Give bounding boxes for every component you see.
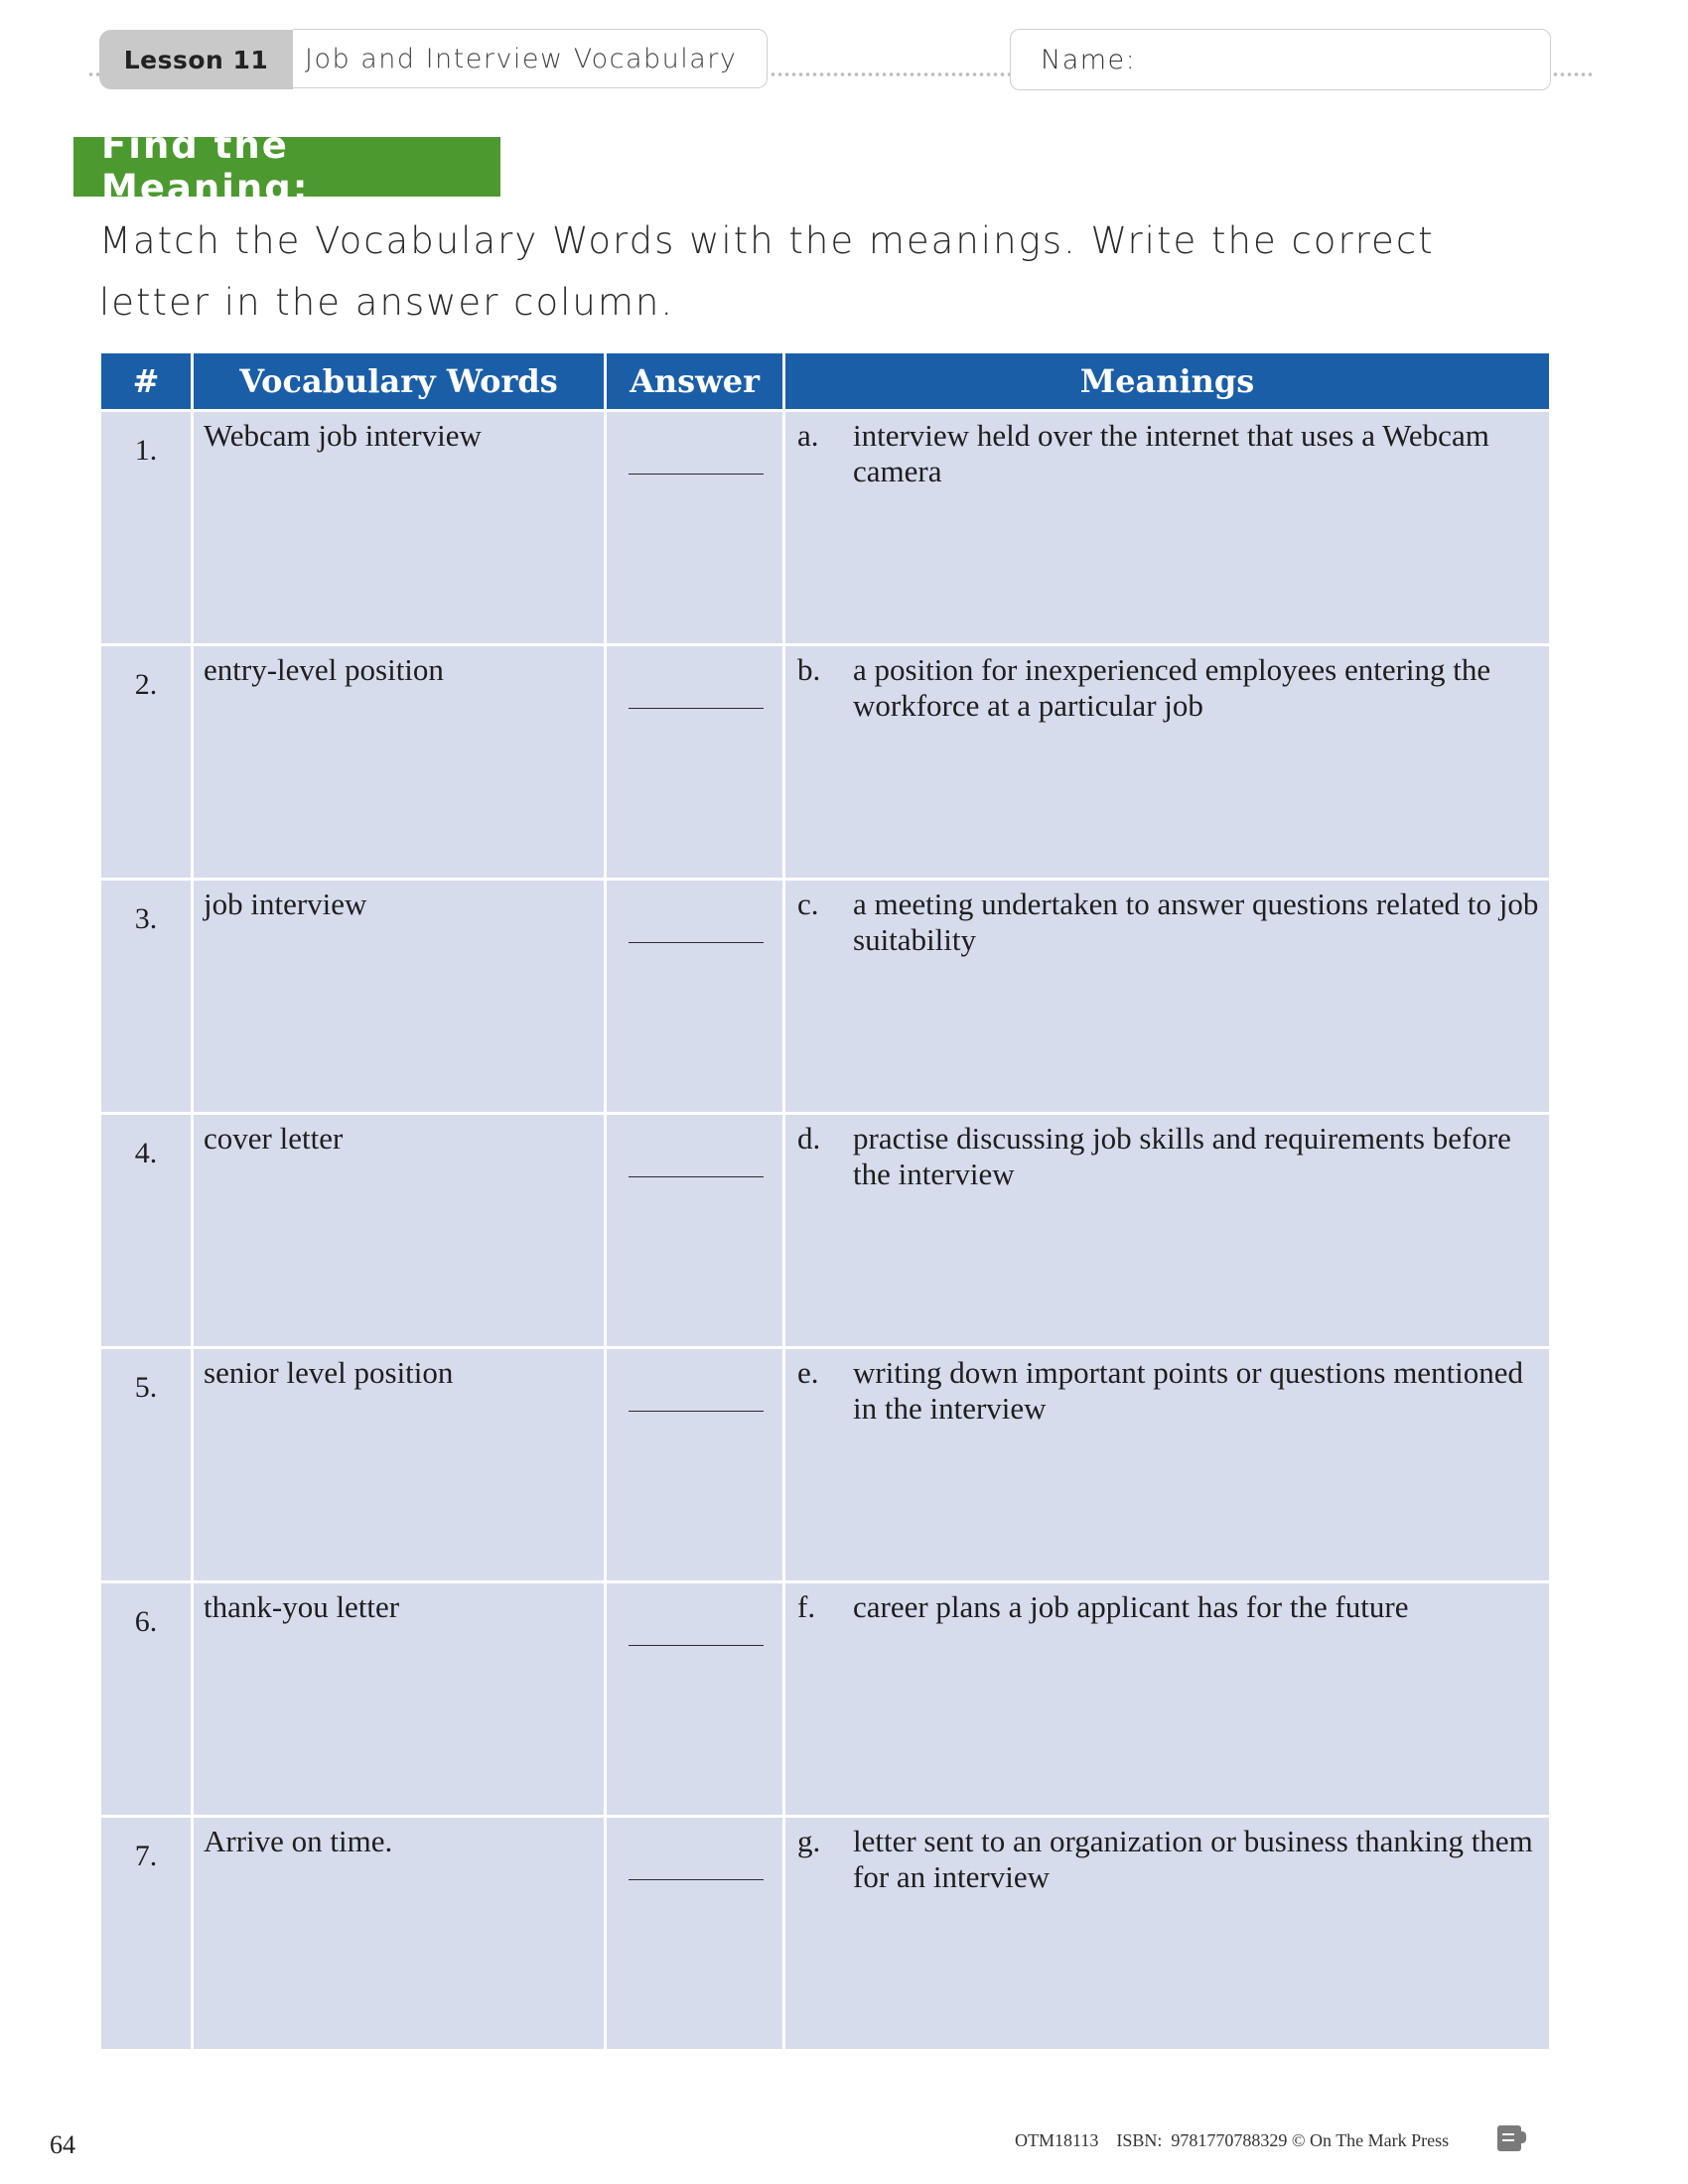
meaning-letter: a. — [797, 418, 819, 453]
row-number: 6. — [134, 1605, 158, 1638]
answer-cell[interactable] — [607, 1115, 782, 1346]
row-number: 3. — [134, 902, 158, 935]
answer-cell[interactable] — [607, 1583, 782, 1815]
answer-cell[interactable] — [607, 1349, 782, 1580]
table-row — [101, 1818, 1549, 2049]
answer-blank-line[interactable] — [629, 474, 764, 475]
answer-cell[interactable] — [607, 646, 782, 878]
meaning-letter: e. — [797, 1355, 819, 1390]
meaning-text: a meeting undertaken to answer questions related to job suitability — [853, 887, 1539, 957]
meaning-letter: f. — [797, 1589, 816, 1624]
row-number: 1. — [134, 434, 158, 467]
answer-blank-line[interactable] — [629, 1176, 764, 1177]
answer-blank-line[interactable] — [629, 1645, 764, 1646]
table-row — [101, 1115, 1549, 1346]
vocabulary-word: Webcam job interview — [204, 418, 482, 453]
name-label: Name: — [1041, 44, 1137, 75]
section-title-banner: Find the Meaning: — [73, 137, 500, 197]
table-row — [101, 646, 1549, 878]
column-header-number: # — [101, 353, 191, 409]
meaning-letter: c. — [797, 887, 819, 921]
vocabulary-word: Arrive on time. — [204, 1824, 393, 1858]
dotted-divider-right — [1552, 72, 1592, 76]
printer-icon — [1497, 2125, 1521, 2151]
answer-blank-line[interactable] — [629, 1411, 764, 1412]
column-header-vocabulary: Vocabulary Words — [194, 353, 604, 409]
meaning-letter: g. — [797, 1824, 821, 1858]
dotted-divider-middle — [770, 72, 1010, 76]
publication-info: OTM18113 ISBN: 9781770788329 © On The Mark Press — [1015, 2130, 1450, 2150]
meaning-text: letter sent to an organization or business thanking them for an interview — [853, 1824, 1533, 1894]
answer-cell[interactable] — [607, 881, 782, 1112]
page-number: 64 — [50, 2130, 75, 2159]
answer-blank-line[interactable] — [629, 708, 764, 709]
column-header-meanings: Meanings — [785, 353, 1549, 409]
row-number: 5. — [134, 1371, 158, 1404]
column-header-answer: Answer — [607, 353, 782, 409]
row-number: 4. — [134, 1137, 158, 1169]
vocabulary-matching-table — [101, 353, 1549, 2052]
name-field[interactable] — [1010, 29, 1551, 90]
table-row — [101, 412, 1549, 643]
vocabulary-word: entry-level position — [204, 652, 444, 687]
meaning-text: career plans a job applicant has for the future — [853, 1589, 1409, 1624]
meaning-text: interview held over the internet that uses a Webcam camera — [853, 418, 1489, 488]
meaning-text: a position for inexperienced employees entering the workforce at a particular job — [853, 652, 1491, 723]
vocabulary-word: cover letter — [204, 1121, 344, 1156]
table-row — [101, 1583, 1549, 1815]
answer-cell[interactable] — [607, 1818, 782, 2049]
lesson-number-tab: Lesson 11 — [99, 30, 293, 89]
answer-blank-line[interactable] — [629, 942, 764, 943]
meaning-letter: d. — [797, 1121, 821, 1156]
lesson-title: Job and Interview Vocabulary — [293, 29, 768, 88]
answer-blank-line[interactable] — [629, 1879, 764, 1880]
meaning-text: writing down important points or questions mentioned in the interview — [853, 1355, 1524, 1426]
row-number: 7. — [134, 1840, 158, 1872]
table-header-row — [101, 353, 1549, 409]
meaning-letter: b. — [797, 652, 821, 687]
meaning-text: practise discussing job skills and requirements before the interview — [853, 1121, 1511, 1191]
vocabulary-word: job interview — [204, 887, 367, 921]
vocabulary-word: senior level position — [204, 1355, 454, 1390]
vocabulary-word: thank-you letter — [204, 1589, 400, 1624]
table-row — [101, 881, 1549, 1112]
instructions: Match the Vocabulary Words with the meanings. Write the correct letter in the answer column. — [99, 219, 1435, 324]
answer-cell[interactable] — [607, 412, 782, 643]
row-number: 2. — [134, 668, 158, 701]
table-row — [101, 1349, 1549, 1580]
